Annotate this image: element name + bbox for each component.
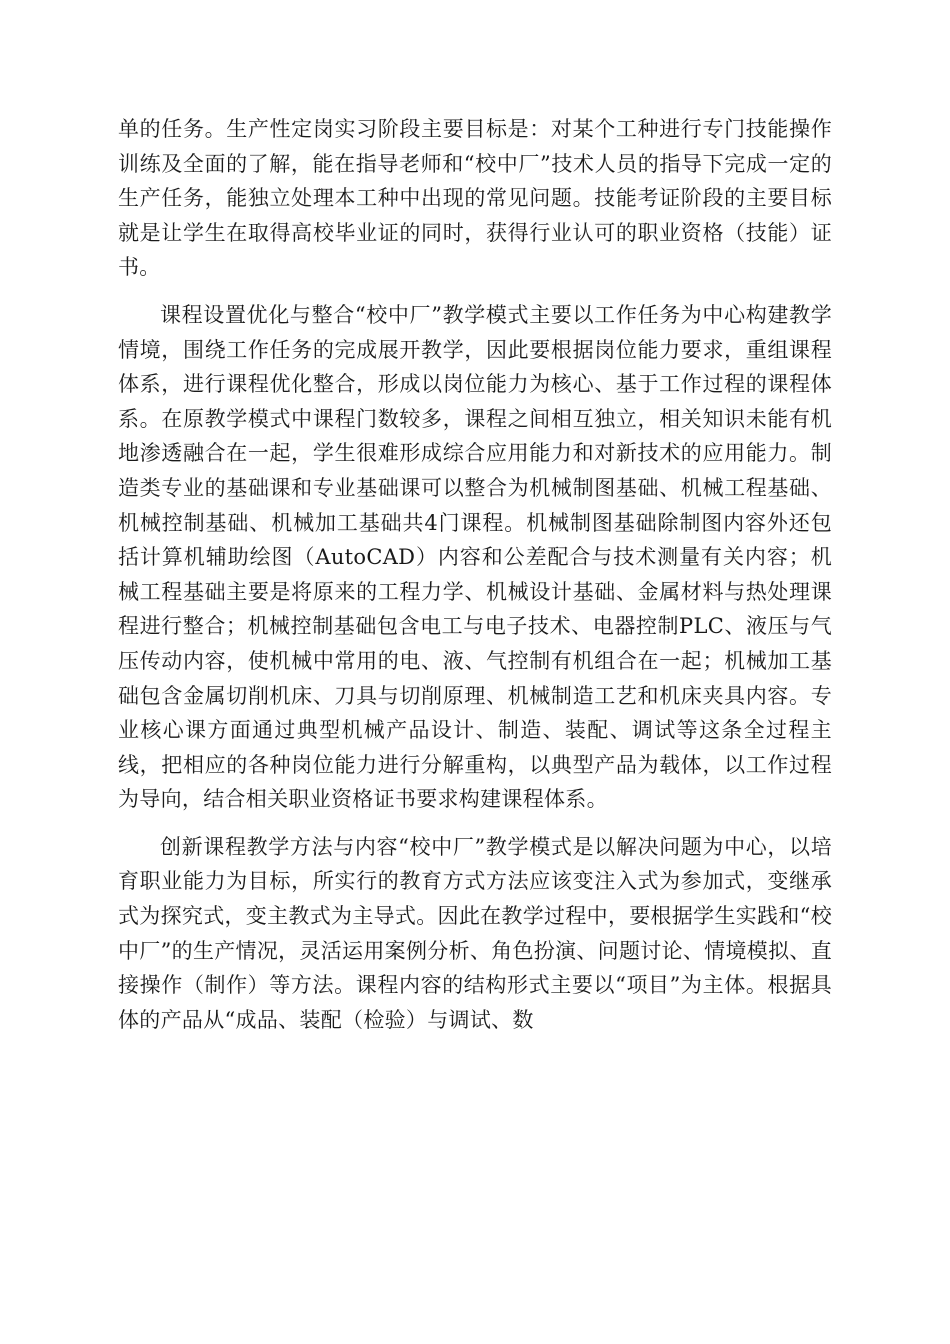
paragraph-internship-goals: 单的任务。生产性定岗实习阶段主要目标是：对某个工种进行专门技能操作训练及全面的了解，能在指导老师和“校中厂”技术人员的指导下完成一定的生产任务，能独立处理本工种中出现的常见问题。技能考证阶段的主要目标就是让学生在取得高校毕业证的同时，获得行业认可的职业资格（技能）证书。 xyxy=(118,117,832,280)
paragraph-curriculum-optimization: 课程设置优化与整合“校中厂”教学模式主要以工作任务为中心构建教学情境，围绕工作任务的完成展开教学，因此要根据岗位能力要求，重组课程体系，进行课程优化整合，形成以岗位能力为核心、基于工作过程的课程体系。在原教学模式中课程门数较多，课程之间相互独立，相关知识未能有机地渗透融合在一起，学生很难形成综合应用能力和对新技术的应用能力。制造类专业的基础课和专业基础课可以整合为机械制图基础、机械工程基础、机械控制基础、机械加工基础共4门课程。机械制图基础除制图内容外还包括计算机辅助绘图（AutoCAD）内容和公差配合与技术测量有关内容；机械工程基础主要是将原来的工程力学、机械设计基础、金属材料与热处理课程进行整合；机械控制基础包含电工与电子技术、电器控制PLC、液压与气压传动内容，使机械中常用的电、液、气控制有机组合在一起；机械加工基础包含金属切削机床、刀具与切削原理、机械制造工艺和机床夹具内容。专业核心课方面通过典型机械产品设计、制造、装配、调试等这条全过程主线，把相应的各种岗位能力进行分解重构，以典型产品为载体，以工作过程为导向，结合相关职业资格证书要求构建课程体系。 xyxy=(118,302,832,812)
paragraph-teaching-methods: 创新课程教学方法与内容“校中厂”教学模式是以解决问题为中心，以培育职业能力为目标，所实行的教育方式方法应该变注入式为参加式，变继承式为探究式，变主教式为主导式。因此在教学过程中，要根据学生实践和“校中厂”的生产情况，灵活运用案例分析、角色扮演、问题讨论、情境模拟、直接操作（制作）等方法。课程内容的结构形式主要以“项目”为主体。根据具体的产品从“成品、装配（检验）与调试、数 xyxy=(118,834,832,1032)
document-body xyxy=(118,112,832,1037)
